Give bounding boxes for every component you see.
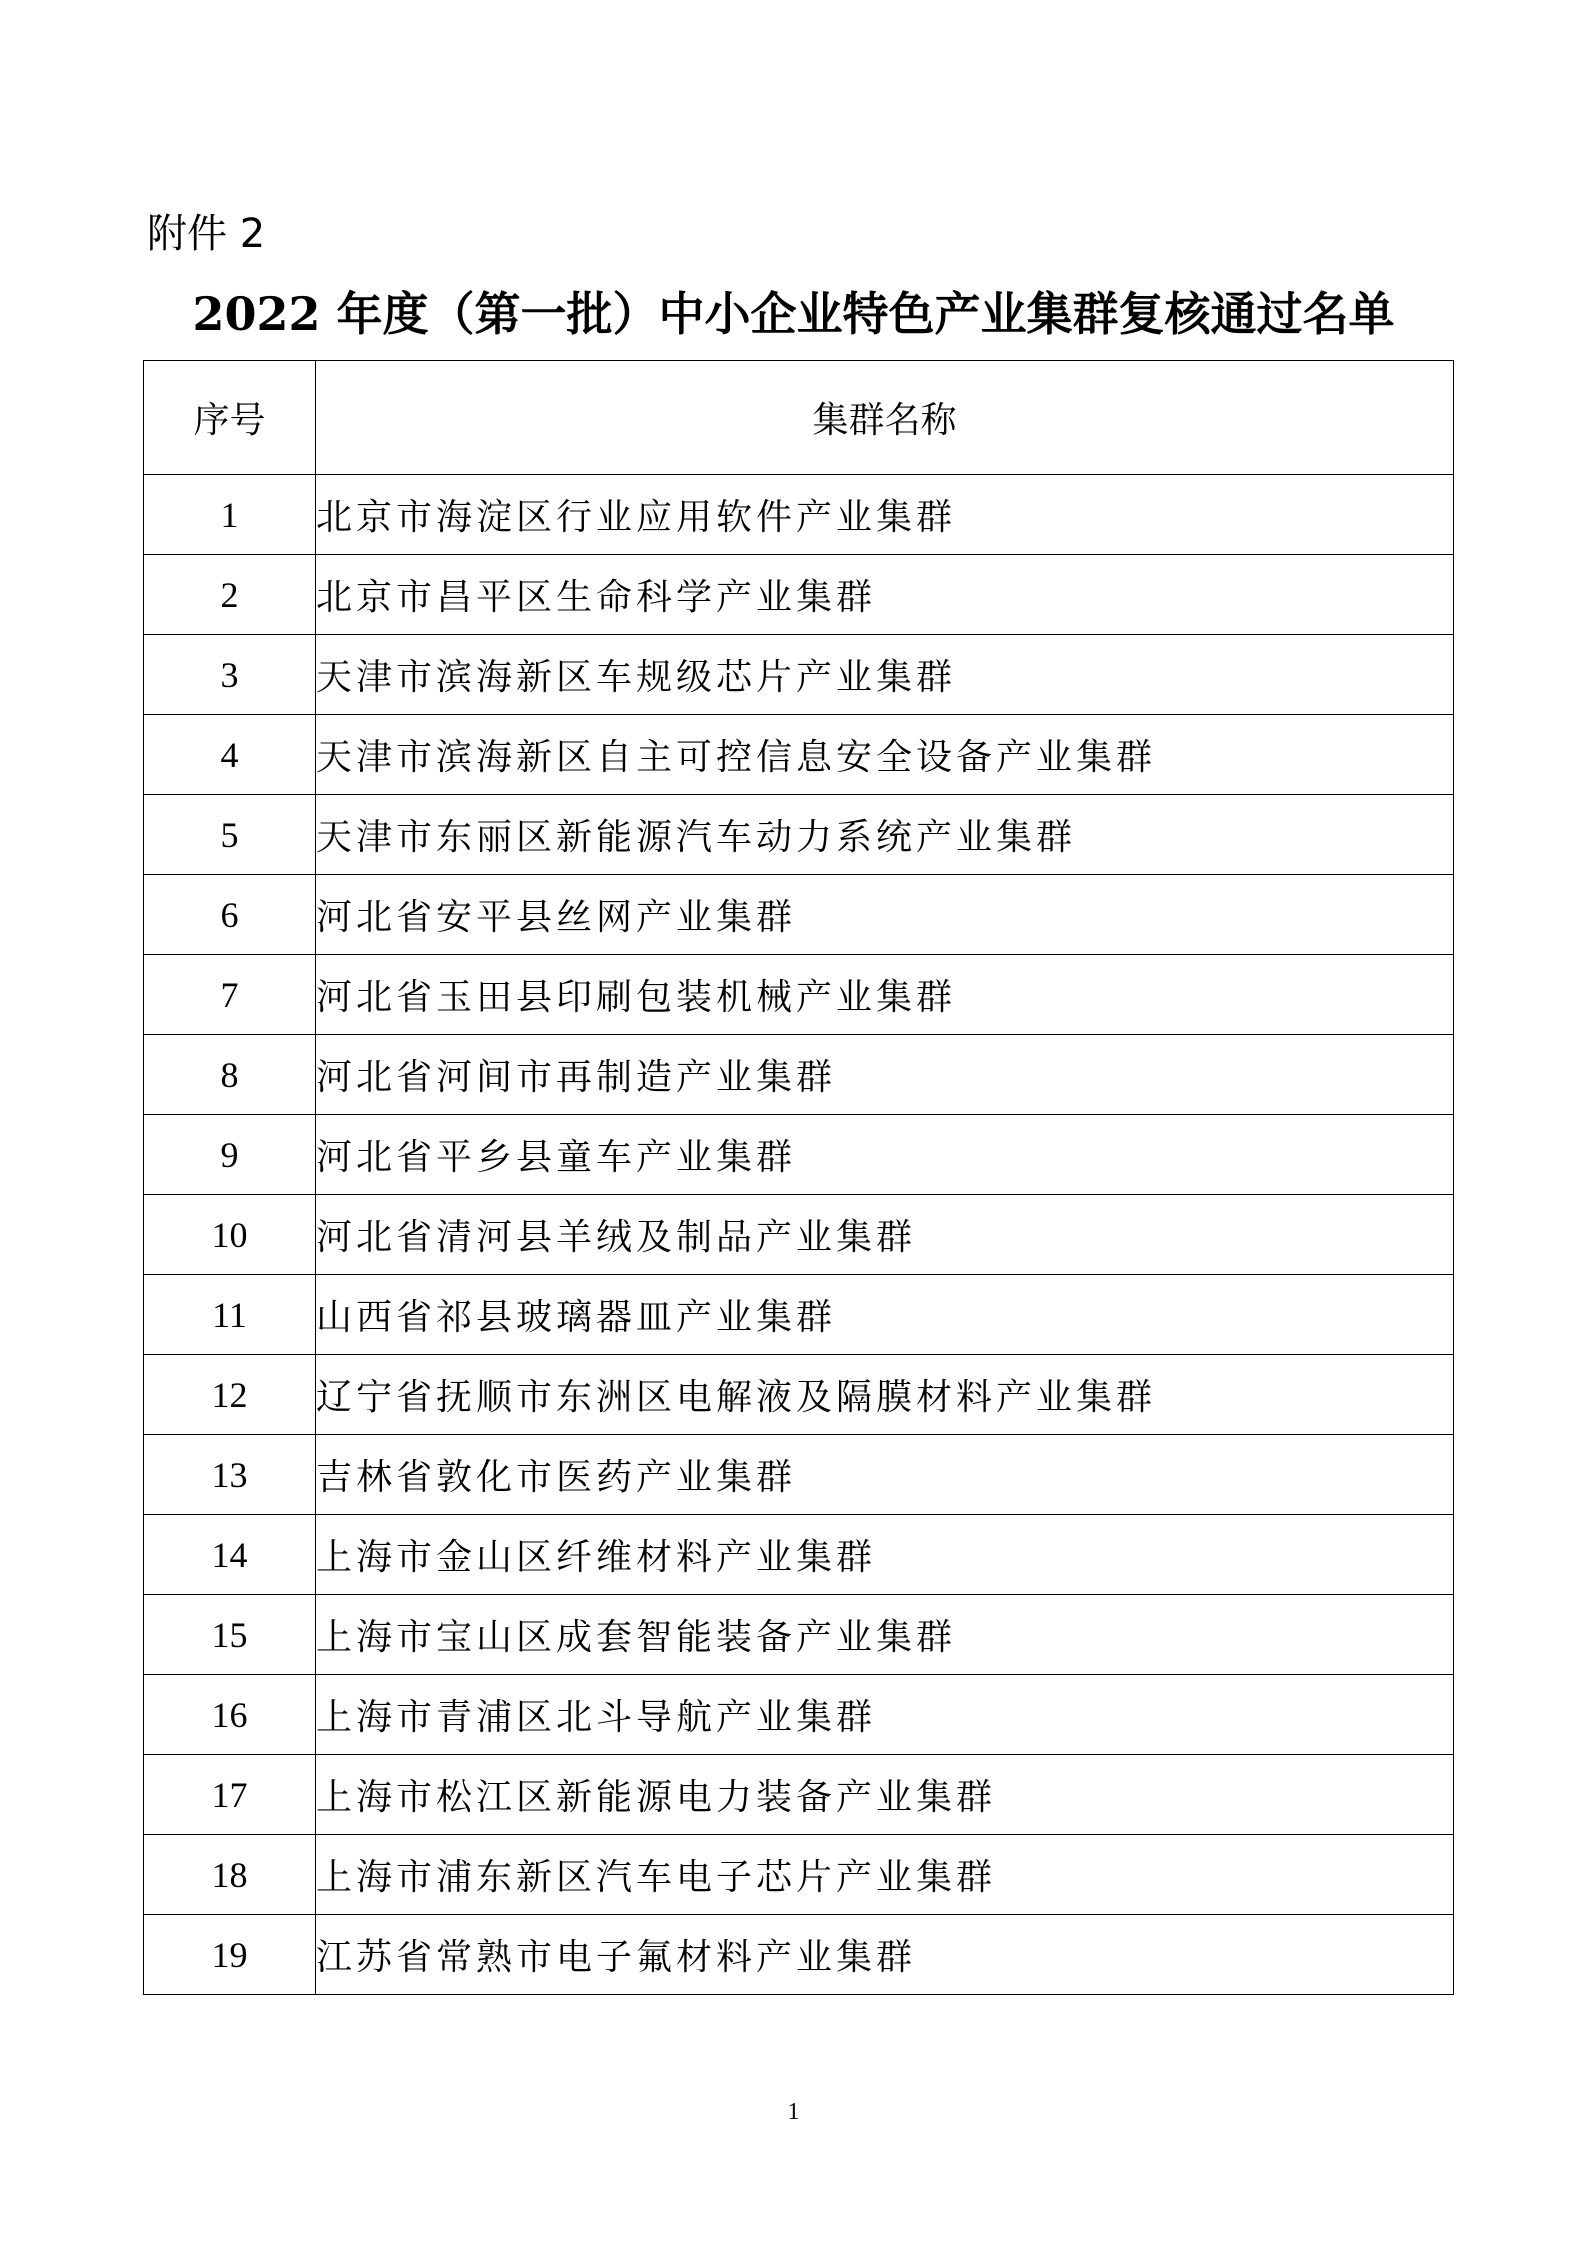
table-row xyxy=(144,955,1454,1035)
table-row xyxy=(144,1835,1454,1915)
table-row xyxy=(144,475,1454,555)
table-row xyxy=(144,1915,1454,1995)
row-cluster-name: 河北省河间市再制造产业集群 xyxy=(316,1035,1454,1115)
table-row xyxy=(144,1515,1454,1595)
row-serial-number: 18 xyxy=(144,1835,316,1915)
row-serial-number: 4 xyxy=(144,715,316,795)
table-row xyxy=(144,875,1454,955)
table-row xyxy=(144,715,1454,795)
row-cluster-name: 上海市松江区新能源电力装备产业集群 xyxy=(316,1755,1454,1835)
row-cluster-name: 河北省平乡县童车产业集群 xyxy=(316,1115,1454,1195)
table-row xyxy=(144,555,1454,635)
table-row xyxy=(144,1675,1454,1755)
row-serial-number: 8 xyxy=(144,1035,316,1115)
row-serial-number: 15 xyxy=(144,1595,316,1675)
row-cluster-name: 河北省安平县丝网产业集群 xyxy=(316,875,1454,955)
row-serial-number: 3 xyxy=(144,635,316,715)
row-cluster-name: 山西省祁县玻璃器皿产业集群 xyxy=(316,1275,1454,1355)
row-serial-number: 17 xyxy=(144,1755,316,1835)
table-row xyxy=(144,1355,1454,1435)
row-serial-number: 11 xyxy=(144,1275,316,1355)
row-cluster-name: 上海市宝山区成套智能装备产业集群 xyxy=(316,1595,1454,1675)
table-row xyxy=(144,795,1454,875)
cluster-table xyxy=(143,360,1454,1995)
row-cluster-name: 上海市金山区纤维材料产业集群 xyxy=(316,1515,1454,1595)
table-row xyxy=(144,1755,1454,1835)
row-cluster-name: 上海市青浦区北斗导航产业集群 xyxy=(316,1675,1454,1755)
row-serial-number: 2 xyxy=(144,555,316,635)
row-cluster-name: 天津市东丽区新能源汽车动力系统产业集群 xyxy=(316,795,1454,875)
row-serial-number: 12 xyxy=(144,1355,316,1435)
row-cluster-name: 天津市滨海新区车规级芯片产业集群 xyxy=(316,635,1454,715)
row-cluster-name: 上海市浦东新区汽车电子芯片产业集群 xyxy=(316,1835,1454,1915)
table-body xyxy=(144,475,1454,1995)
row-cluster-name: 河北省清河县羊绒及制品产业集群 xyxy=(316,1195,1454,1275)
table-row xyxy=(144,635,1454,715)
row-serial-number: 5 xyxy=(144,795,316,875)
row-cluster-name: 北京市昌平区生命科学产业集群 xyxy=(316,555,1454,635)
table-row xyxy=(144,1275,1454,1355)
row-serial-number: 16 xyxy=(144,1675,316,1755)
attachment-label: 附件 2 xyxy=(147,211,266,257)
row-serial-number: 9 xyxy=(144,1115,316,1195)
header-cluster-name: 集群名称 xyxy=(316,361,1454,475)
row-cluster-name: 河北省玉田县印刷包装机械产业集群 xyxy=(316,955,1454,1035)
table-header-row xyxy=(144,361,1454,475)
row-cluster-name: 天津市滨海新区自主可控信息安全设备产业集群 xyxy=(316,715,1454,795)
table-row xyxy=(144,1435,1454,1515)
header-serial-number: 序号 xyxy=(144,361,316,475)
document-title: 2022 年度（第一批）中小企业特色产业集群复核通过名单 xyxy=(192,287,1395,341)
row-cluster-name: 江苏省常熟市电子氟材料产业集群 xyxy=(316,1915,1454,1995)
row-serial-number: 7 xyxy=(144,955,316,1035)
table-row xyxy=(144,1035,1454,1115)
row-serial-number: 1 xyxy=(144,475,316,555)
row-cluster-name: 吉林省敦化市医药产业集群 xyxy=(316,1435,1454,1515)
row-cluster-name: 辽宁省抚顺市东洲区电解液及隔膜材料产业集群 xyxy=(316,1355,1454,1435)
row-serial-number: 6 xyxy=(144,875,316,955)
table-row xyxy=(144,1115,1454,1195)
row-serial-number: 10 xyxy=(144,1195,316,1275)
row-serial-number: 14 xyxy=(144,1515,316,1595)
row-serial-number: 13 xyxy=(144,1435,316,1515)
row-cluster-name: 北京市海淀区行业应用软件产业集群 xyxy=(316,475,1454,555)
table-row xyxy=(144,1595,1454,1675)
row-serial-number: 19 xyxy=(144,1915,316,1995)
table-row xyxy=(144,1195,1454,1275)
page-number: 1 xyxy=(787,2099,800,2125)
